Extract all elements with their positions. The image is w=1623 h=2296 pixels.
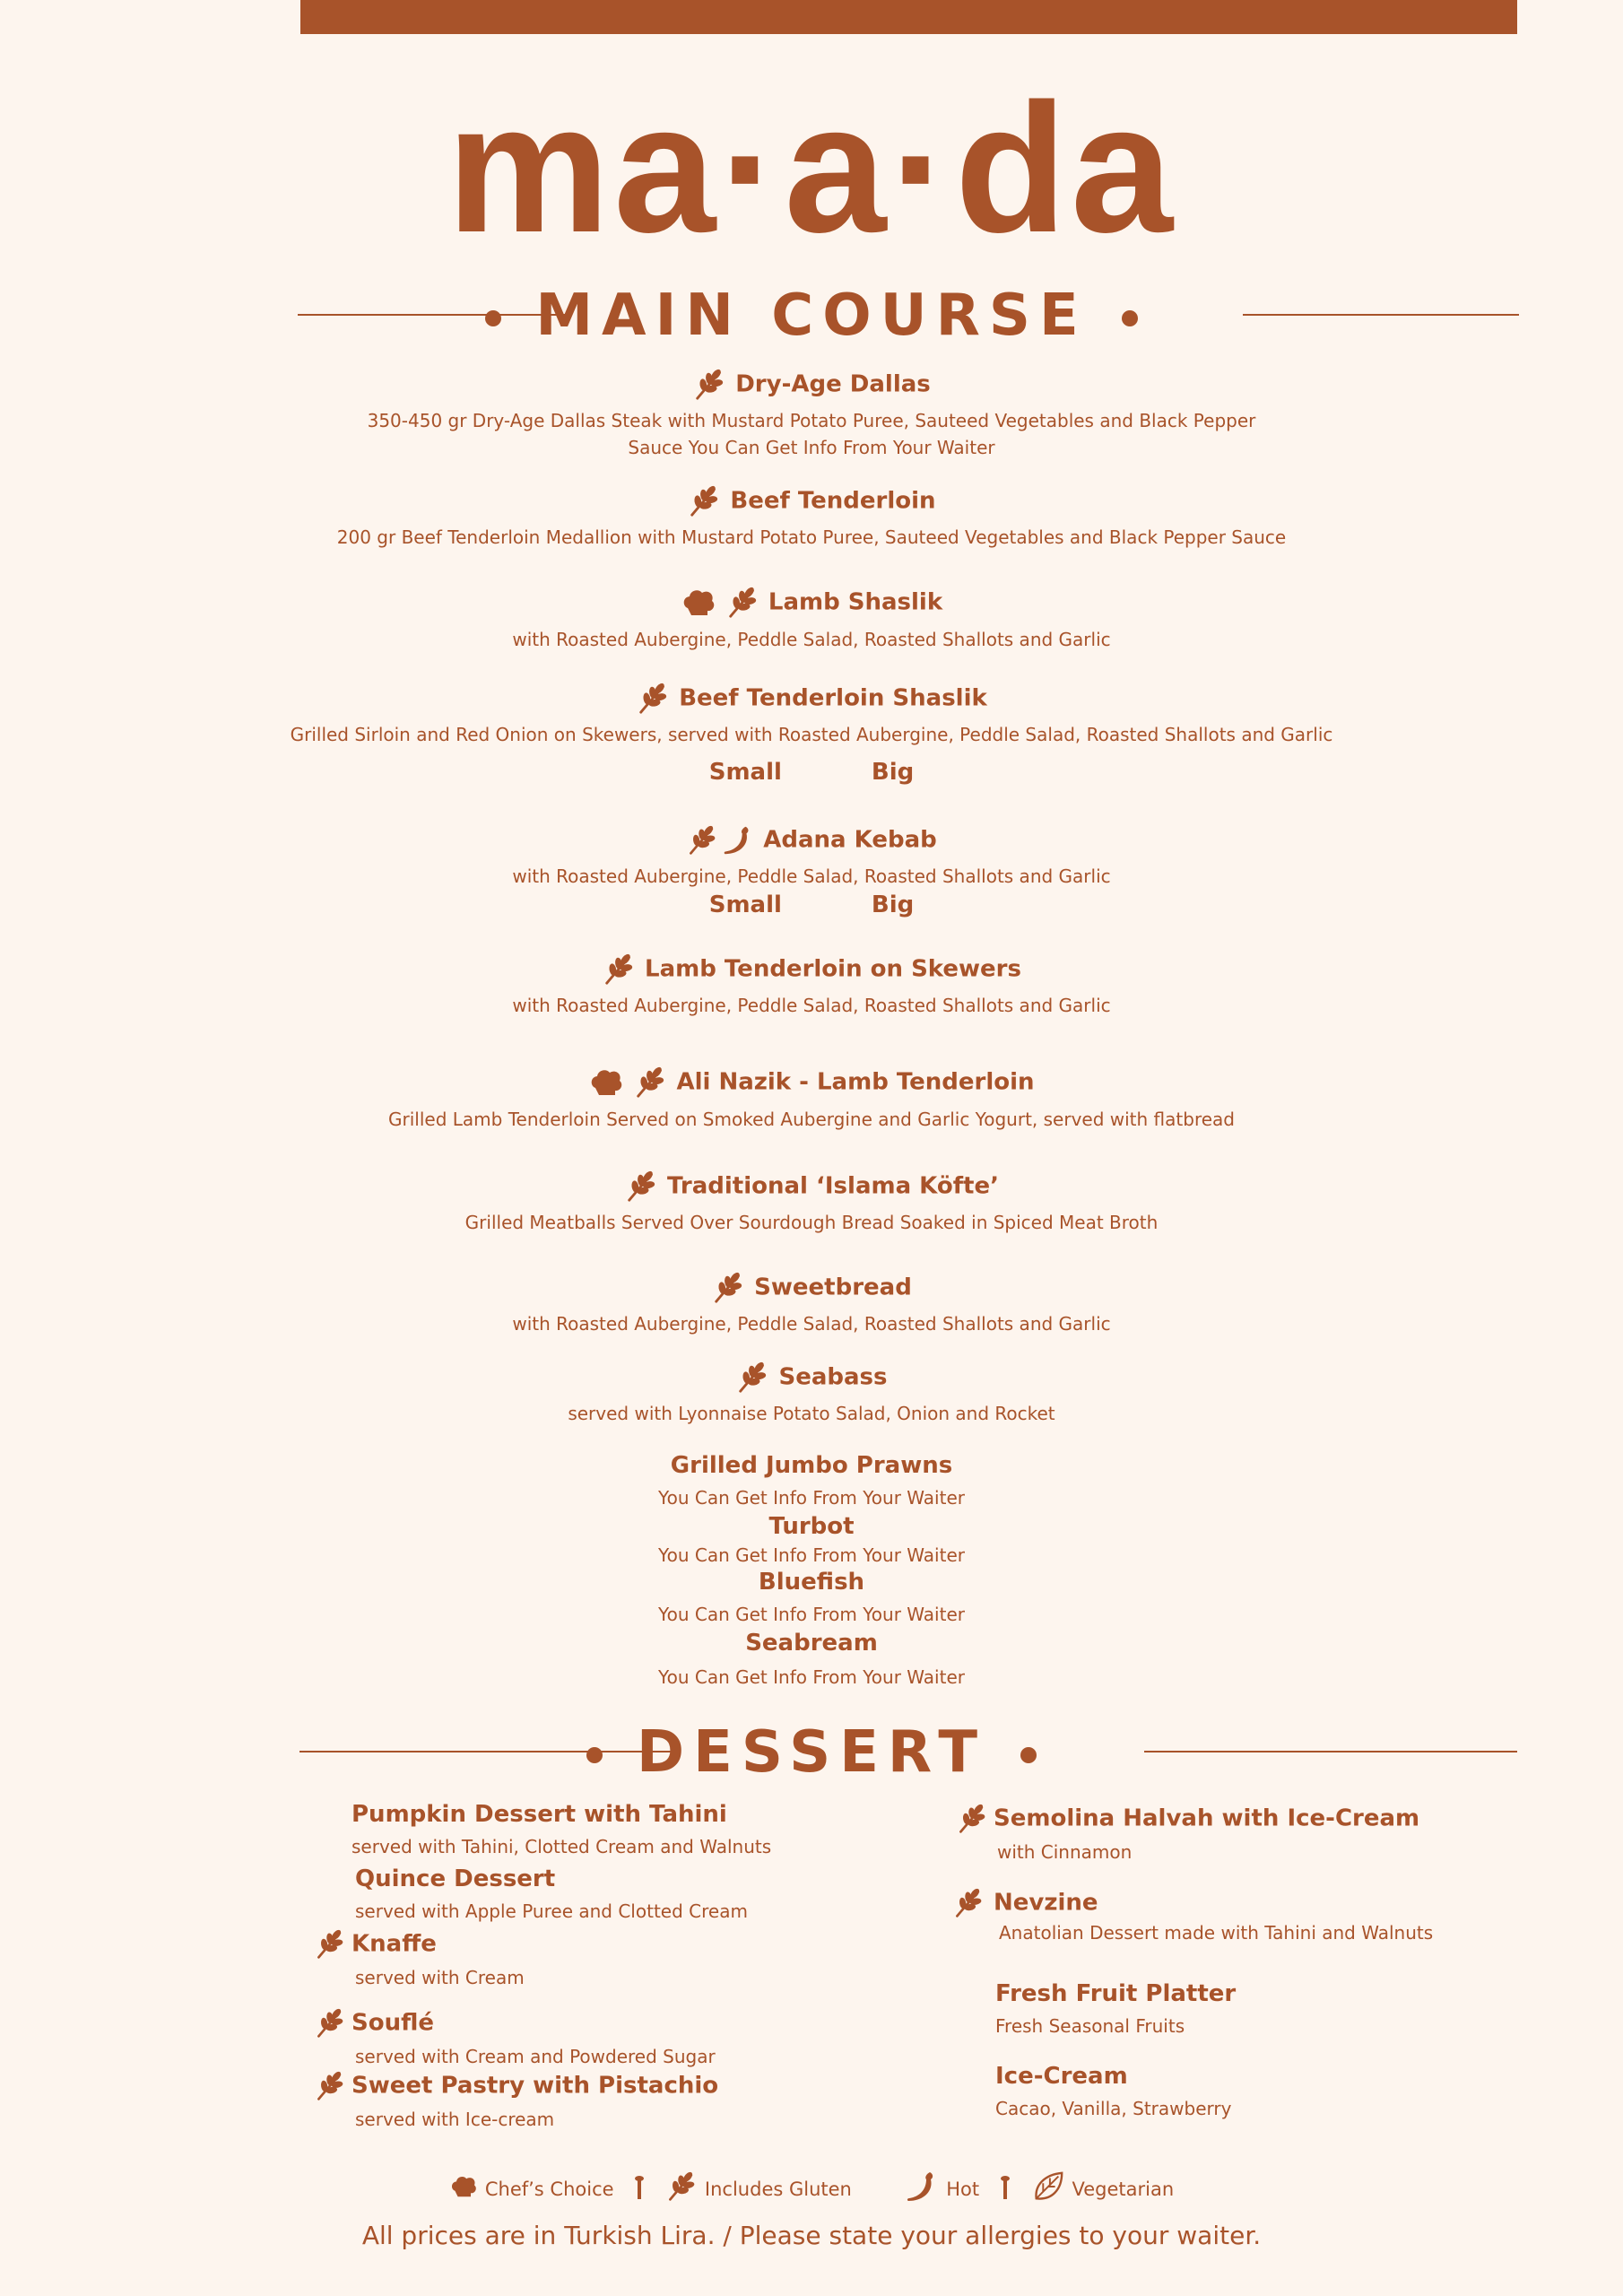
legend-separator xyxy=(1003,2176,1007,2203)
gluten-icon xyxy=(725,586,759,620)
menu-item xyxy=(0,484,1623,551)
footer-note: All prices are in Turkish Lira. / Please state your allergies to your waiter. xyxy=(361,2221,1262,2250)
legend-vegetarian: Vegetarian xyxy=(1072,2178,1175,2200)
item-name: Sweet Pastry with Pistachio xyxy=(352,2072,719,2100)
menu-item xyxy=(0,823,1623,918)
item-name: Traditional ‘Islama Köfte’ xyxy=(667,1172,999,1200)
gluten-icon xyxy=(624,1170,658,1204)
item-name: Knaffe xyxy=(352,1930,437,1958)
item-desc: with Roasted Aubergine, Peddle Salad, Roasted Shallots and Garlic xyxy=(512,865,1111,887)
chefs-choice-icon xyxy=(449,2172,478,2205)
item-desc: You Can Get Info From Your Waiter xyxy=(658,1604,965,1625)
item-name: Sweetbread xyxy=(754,1274,912,1301)
gluten-icon xyxy=(602,952,636,987)
legend-gluten: Includes Gluten xyxy=(704,2178,852,2200)
dessert-item xyxy=(314,2070,718,2133)
dessert-item xyxy=(352,1799,771,1860)
vegetarian-icon xyxy=(1031,2170,1065,2208)
size-small: Small xyxy=(708,759,782,786)
dessert-item xyxy=(314,1928,525,1991)
item-desc: Grilled Meatballs Served Over Sourdough Bread Soaked in Spiced Meat Broth xyxy=(464,1212,1159,1233)
section-title-dessert: DESSERT xyxy=(637,1719,986,1786)
gluten-icon xyxy=(692,368,726,402)
item-name: Bluefish xyxy=(758,1569,865,1596)
item-desc: served with Apple Puree and Clotted Cream xyxy=(355,1900,748,1922)
item-name: Nevzine xyxy=(994,1889,1098,1917)
item-desc: Anatolian Dessert made with Tahini and Walnuts xyxy=(999,1922,1434,1944)
gluten-icon xyxy=(687,484,721,518)
hot-icon xyxy=(720,823,754,857)
item-desc: Grilled Sirloin and Red Onion on Skewers, served with Roasted Aubergine, Peddle Salad, Roasted Shallots and Garlic xyxy=(290,724,1333,745)
dessert-item xyxy=(355,1864,748,1925)
bullet-dot xyxy=(586,1747,603,1763)
gluten-icon xyxy=(314,2070,346,2102)
dessert-item xyxy=(314,2007,716,2070)
gluten-icon xyxy=(956,1803,988,1835)
item-name: Adana Kebab xyxy=(763,826,937,854)
size-big: Big xyxy=(871,891,915,918)
gluten-icon xyxy=(711,1271,745,1305)
bullet-dot xyxy=(1122,310,1138,326)
item-name: Ice-Cream xyxy=(995,2063,1128,2090)
item-desc: You Can Get Info From Your Waiter xyxy=(658,1544,965,1566)
item-desc: with Roasted Aubergine, Peddle Salad, Roasted Shallots and Garlic xyxy=(512,995,1111,1016)
item-name: Beef Tenderloin xyxy=(730,487,936,515)
menu-item xyxy=(0,1065,1623,1133)
gluten-icon xyxy=(314,2007,346,2039)
gluten-icon xyxy=(665,2170,698,2207)
item-name: Semolina Halvah with Ice-Cream xyxy=(994,1805,1420,1832)
menu-item xyxy=(0,1271,1623,1337)
dessert-item xyxy=(952,1887,1433,1946)
item-name: Beef Tenderloin Shaslik xyxy=(679,684,987,712)
menu-item xyxy=(0,585,1623,653)
hot-icon xyxy=(903,2169,939,2209)
item-desc: served with Cream xyxy=(355,1967,525,1988)
bullet-dot xyxy=(485,310,501,326)
item-name: Dry-Age Dallas xyxy=(735,370,931,398)
top-accent-bar xyxy=(300,0,1517,34)
item-desc: Cacao, Vanilla, Strawberry xyxy=(995,2098,1232,2119)
legend xyxy=(0,2169,1623,2209)
item-name: Pumpkin Dessert with Tahini xyxy=(352,1801,727,1828)
menu-item xyxy=(0,1361,1623,1427)
item-name: Grilled Jumbo Prawns xyxy=(670,1452,953,1479)
section-title-main: MAIN COURSE xyxy=(535,283,1088,349)
dessert-item xyxy=(995,1979,1236,2039)
item-desc: served with Ice-cream xyxy=(355,2109,555,2130)
gluten-icon xyxy=(314,1928,346,1961)
item-name: Souflé xyxy=(352,2009,435,2037)
item-desc: You Can Get Info From Your Waiter xyxy=(658,1666,965,1688)
item-desc: served with Tahini, Clotted Cream and Walnuts xyxy=(352,1836,772,1857)
item-name: Lamb Tenderloin on Skewers xyxy=(645,955,1021,983)
menu-item xyxy=(0,682,1623,786)
item-desc: 200 gr Beef Tenderloin Medallion with Mustard Potato Puree, Sauteed Vegetables and Black Pepper Sauce xyxy=(336,526,1287,548)
item-desc: with Roasted Aubergine, Peddle Salad, Roasted Shallots and Garlic xyxy=(512,1313,1111,1335)
menu-item xyxy=(0,1170,1623,1236)
item-desc: with Cinnamon xyxy=(997,1841,1133,1863)
item-name: Ali Nazik - Lamb Tenderloin xyxy=(676,1068,1035,1096)
menu-item xyxy=(0,952,1623,1019)
item-desc: served with Cream and Powdered Sugar xyxy=(355,2046,716,2067)
item-desc: served with Lyonnaise Potato Salad, Onion and Rocket xyxy=(568,1403,1055,1424)
section-main-course xyxy=(0,280,1623,352)
chefs-choice-icon xyxy=(588,1065,624,1100)
item-name: Fresh Fruit Platter xyxy=(995,1980,1237,2007)
gluten-icon xyxy=(633,1065,667,1100)
item-desc: with Roasted Aubergine, Peddle Salad, Roasted Shallots and Garlic xyxy=(512,629,1111,650)
gluten-icon xyxy=(636,682,670,716)
logo: ma·a·da xyxy=(446,65,1177,271)
item-desc: Sauce You Can Get Info From Your Waiter xyxy=(628,437,995,458)
legend-hot: Hot xyxy=(946,2178,980,2200)
item-desc: Grilled Lamb Tenderloin Served on Smoked Aubergine and Garlic Yogurt, served with flatbread xyxy=(388,1109,1235,1130)
item-name: Seabass xyxy=(778,1363,888,1391)
menu-item xyxy=(0,1628,1623,1691)
size-small: Small xyxy=(708,891,782,918)
item-name: Lamb Shaslik xyxy=(768,588,943,616)
item-name: Quince Dessert xyxy=(355,1866,556,1892)
size-big: Big xyxy=(871,759,915,786)
item-desc: Fresh Seasonal Fruits xyxy=(995,2015,1185,2037)
gluten-icon xyxy=(686,824,718,857)
menu-item xyxy=(0,368,1623,461)
item-desc: 350-450 gr Dry-Age Dallas Steak with Mustard Potato Puree, Sauteed Vegetables and Black Pepper xyxy=(367,410,1256,431)
chefs-choice-icon xyxy=(681,585,716,621)
item-name: Seabream xyxy=(745,1630,878,1657)
section-dessert xyxy=(0,1717,1623,1788)
size-options xyxy=(0,759,1623,786)
size-options xyxy=(0,891,1623,918)
legend-separator xyxy=(638,2176,641,2203)
gluten-icon xyxy=(735,1361,769,1395)
legend-chefs-choice: Chef’s Choice xyxy=(484,2178,614,2200)
menu-item xyxy=(0,1450,1623,1511)
item-desc: You Can Get Info From Your Waiter xyxy=(658,1487,965,1509)
bullet-dot xyxy=(1020,1747,1037,1763)
gluten-icon xyxy=(952,1887,985,1919)
dessert-item xyxy=(995,2061,1231,2122)
item-name: Turbot xyxy=(768,1513,855,1540)
menu-item xyxy=(0,1511,1623,1569)
dessert-item xyxy=(956,1803,1419,1866)
menu-item xyxy=(0,1567,1623,1628)
